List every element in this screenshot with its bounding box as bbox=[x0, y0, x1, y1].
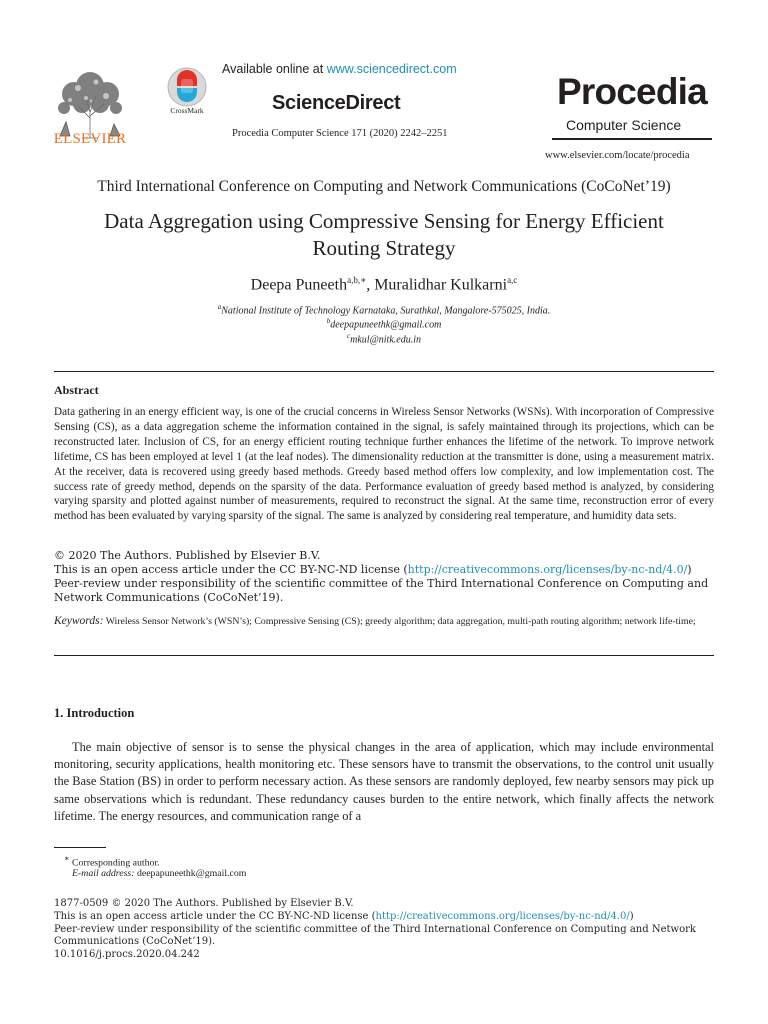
author-superscript: a,c bbox=[507, 275, 518, 285]
author-name: Deepa Puneeth bbox=[250, 276, 348, 294]
paper-title bbox=[40, 208, 728, 262]
procedia-subtitle: Computer Science bbox=[566, 117, 682, 133]
available-online-text: Available online at www.sciencedirect.com bbox=[222, 62, 457, 76]
journal-url-link[interactable]: www.elsevier.com/locate/procedia bbox=[545, 150, 690, 161]
sciencedirect-link[interactable]: www.sciencedirect.com bbox=[326, 62, 457, 76]
procedia-logo: Procedia bbox=[557, 71, 707, 112]
author-name: Muralidhar Kulkarni bbox=[374, 276, 508, 294]
intro-paragraph: The main objective of sensor is to sense the physical changes in the area of application, which may include environmental monitoring, security applications, health monitoring etc. These sensors have to transmit the observations, to the control unit usually the Base Station (BS) in order to perform necessary action. As these sensors are randomly deployed, few nearby sensors may pick up same observations which is redundant. These redundancy causes burden to the entire network, which finally affects the network lifetime. The energy resources, and communication range of a bbox=[54, 740, 714, 823]
affiliation-b: $^b$deepapuneethk@gmail.com bbox=[326, 317, 442, 331]
abstract-copyright: © 2020 The Authors. Published by Elsevier B.V. bbox=[54, 549, 321, 562]
procedia-divider bbox=[552, 138, 712, 140]
footnote-rule bbox=[54, 847, 106, 848]
conference-name: Third International Conference on Computing and Network Communications (CoCoNet’19) bbox=[97, 178, 671, 195]
keywords bbox=[54, 615, 714, 629]
abstract-license: This is an open access article under the CC BY-NC-ND license (http://creativecommons.org/licenses/by-nc-nd/4.0/) bbox=[54, 563, 692, 576]
keywords-label: Keywords: bbox=[54, 615, 104, 627]
journal-reference: Procedia Computer Science 171 (2020) 2242–2251 bbox=[232, 128, 448, 139]
bottom-license-link[interactable]: http://creativecommons.org/licenses/by-nc-nd/4.0/ bbox=[375, 911, 630, 922]
keywords-list: Wireless Sensor Network’s (WSN’s); Compressive Sensing (CS); greedy algorithm; data aggregation, multi-path routing algorithm; network life-time; bbox=[105, 616, 696, 627]
author-list bbox=[0, 275, 768, 294]
title-line-1: Data Aggregation using Compressive Sensing for Energy Efficient bbox=[104, 209, 664, 233]
bottom-peer-review: Peer-review under responsibility of the scientific committee of the Third International Conference on Computing and Network Communications (CoCoNet’19). bbox=[54, 924, 696, 947]
crossmark-label: CrossMark bbox=[170, 106, 204, 115]
crossmark-icon[interactable] bbox=[166, 66, 208, 108]
abstract-bottom-rule bbox=[54, 655, 714, 656]
elsevier-wordmark: ELSEVIER bbox=[53, 131, 127, 147]
abstract-text: Data gathering in an energy efficient way, is one of the crucial concerns in Wireless Sensor Networks (WSNs). With incorporation of Compressive Sensing (CS), as a data aggregation scheme the information contained in the signal, is safely maintained through its projections, which can be reconstructed later. Inclusion of CS, for an energy efficient routing technique further enhances the lifetime of the network. To improve network lifetime, CS has been employed at level 1 (at the leaf nodes). The dimensionality reduction at the transmitter is done, using a measurement matrix. At the receiver, data is recovered using greedy based methods. Greedy based method offers low complexity, and low implementation cost. The success rate of greedy method, depends on the sparsity of the data. Performance evaluation of greedy based method is analyzed, by considering varying sparsity and plotted against number of measurements, required to reconstruct the signal. At the same time, reconstruction error of every method has been evaluated by varying sparsity of the signal. The same is analyzed by considering real temperature, and humidity data sets. bbox=[54, 406, 714, 523]
author-separator: , bbox=[366, 276, 375, 294]
license-link[interactable]: http://creativecommons.org/licenses/by-nc-nd/4.0/ bbox=[407, 563, 688, 576]
email-footnote: E-mail address: deepapuneethk@gmail.com bbox=[72, 868, 247, 879]
abstract-heading: Abstract bbox=[54, 383, 99, 397]
affiliation-c: $^c$mkul@nitk.edu.in bbox=[347, 332, 421, 346]
issn-copyright: 1877-0509 © 2020 The Authors. Published by Elsevier B.V. bbox=[54, 898, 354, 909]
affiliation-a: $^a$National Institute of Technology Karnataka, Surathkal, Mangalore-575025, India. bbox=[217, 303, 551, 317]
section-heading: 1. Introduction bbox=[54, 706, 135, 720]
corresponding-author-footnote: ∗ Corresponding author. bbox=[64, 854, 160, 869]
sciencedirect-logo: ScienceDirect bbox=[272, 92, 401, 114]
doi[interactable]: 10.1016/j.procs.2020.04.242 bbox=[54, 949, 200, 960]
abstract-top-rule bbox=[54, 371, 714, 372]
bottom-license: This is an open access article under the CC BY-NC-ND license (http://creativecommons.org/licenses/by-nc-nd/4.0/) bbox=[54, 911, 634, 922]
author-superscript: a,b,∗ bbox=[347, 275, 367, 285]
title-line-2: Routing Strategy bbox=[312, 236, 456, 260]
abstract-peer-review: Peer-review under responsibility of the scientific committee of the Third International Conference on Computing and Network Communications (CoCoNet’19). bbox=[54, 577, 709, 604]
